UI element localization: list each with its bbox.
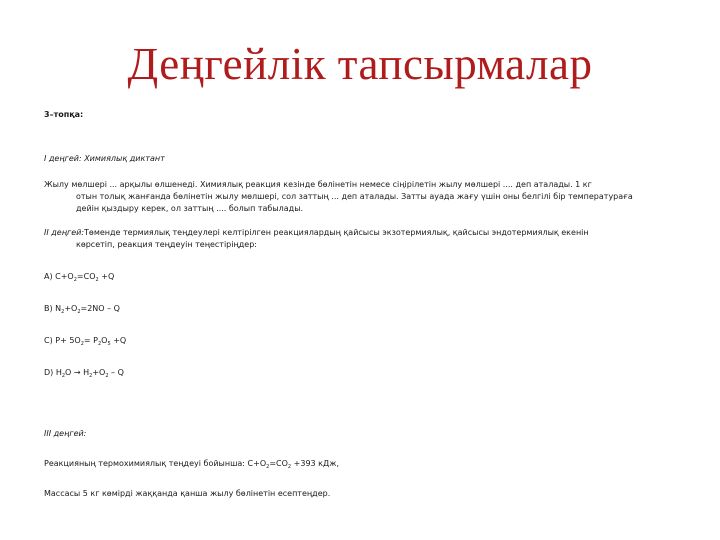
level1-line-1: Жылу мөлшері ... арқылы өлшенеді. Химиялық реакция кезінде бөлінетін немесе сіңірілетін жылу мөлшері .... деп аталады. 1 кг [44,180,592,189]
level2-text-second: көрсетіп, реакция теңдеуін теңестіріңдер: [76,240,257,249]
level3-question: Массасы 5 кг көмірді жаққанда қанша жылу бөлінетін есептеңдер. [44,489,331,498]
group-label: 3–топқа: [44,110,84,119]
slide-title: Деңгейлік тапсырмалар [127,39,593,89]
reaction-b: B) $N_2+O_2=2NO - Q$ [44,304,120,315]
level3-equation: Реакцияның термохимиялық теңдеуі бойынша: $C+O_2=CO_2 +393$ кДж, [44,459,339,470]
level2-heading: II деңгей: [44,228,85,237]
level1-line-3: дейін қыздыру керек, ол заттың .... болып табылады. [76,204,304,213]
reaction-d: D) $H_2O \to H_2+O_2 - Q$ [44,368,124,379]
level1-heading: I деңгей: Химиялық диктант [44,154,165,163]
level2-intro [44,227,684,251]
slide-body [44,109,684,500]
level2-text-first: Төменде термиялық теңдеулері келтірілген реакциялардың қайсысы экзотермиялық, қайсысы эндотермиялық екенін [84,228,589,237]
level1-text [44,179,684,215]
level1-line-2: отын толық жанғанда бөлінетін жылу мөлшері, сол заттың ... деп аталады. Затты ауада жағу үшін оны белгілі бір температураға [76,192,633,201]
reaction-a: A) $C+O_2=CO_2 +Q$ [44,272,115,283]
level3-heading: III деңгей: [44,429,87,438]
reaction-c: C) $P+ 5O_2= P_2O_5 +Q$ [44,336,127,347]
